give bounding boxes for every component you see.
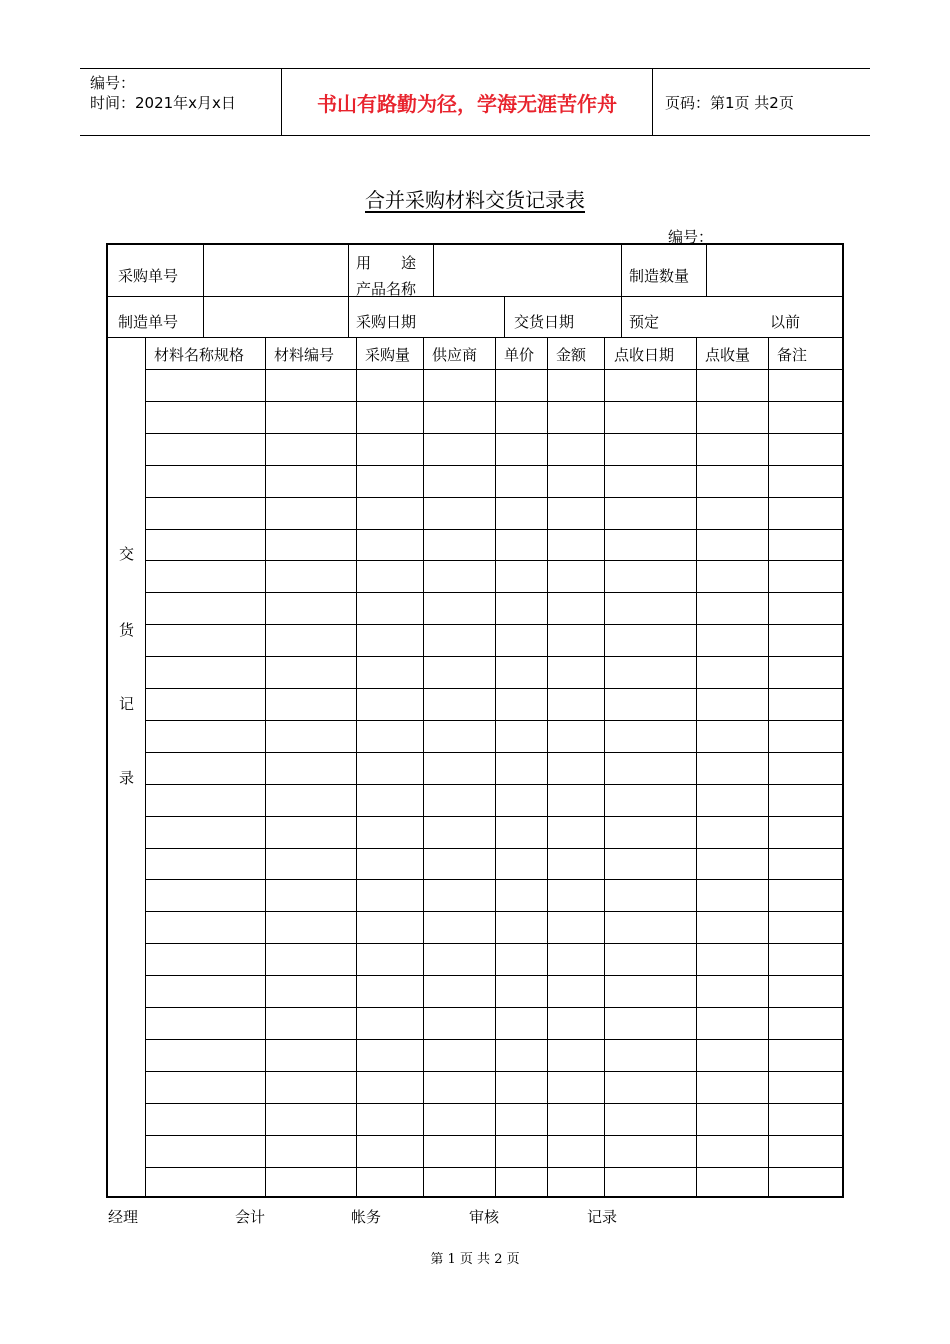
signature-accountant: 会计 bbox=[235, 1208, 266, 1226]
before-label: 以前 bbox=[770, 313, 801, 331]
mfg-no-label: 制造单号 bbox=[118, 313, 179, 331]
row-divider bbox=[145, 1103, 842, 1104]
row-divider bbox=[145, 624, 842, 625]
col-header-check-qty: 点收量 bbox=[705, 346, 751, 364]
row-divider bbox=[145, 401, 842, 402]
row-divider bbox=[145, 752, 842, 753]
purchase-no-label: 采购单号 bbox=[118, 267, 179, 285]
signature-reviewer: 审核 bbox=[469, 1208, 500, 1226]
row-divider bbox=[145, 911, 842, 912]
row-divider bbox=[145, 879, 842, 880]
scheduled-label: 预定 bbox=[629, 313, 660, 331]
col-divider bbox=[433, 245, 434, 296]
row-divider bbox=[145, 784, 842, 785]
form-title: 合并采购材料交货记录表 bbox=[365, 188, 585, 212]
signature-bookkeeping: 帐务 bbox=[351, 1208, 382, 1226]
row-divider bbox=[145, 465, 842, 466]
signature-manager: 经理 bbox=[108, 1208, 139, 1226]
col-header-material-spec: 材料名称规格 bbox=[154, 346, 245, 364]
col-divider bbox=[203, 245, 204, 296]
col-header-check-date: 点收日期 bbox=[614, 346, 675, 364]
header-band bbox=[80, 68, 870, 136]
row-divider bbox=[145, 592, 842, 593]
col-divider bbox=[706, 245, 707, 296]
col-header-supplier: 供应商 bbox=[432, 346, 478, 364]
delivery-record-form bbox=[106, 243, 844, 1198]
doc-number-label: 编号： bbox=[668, 228, 714, 246]
col-divider bbox=[621, 245, 622, 337]
row-divider bbox=[145, 497, 842, 498]
side-label-char: 交 bbox=[118, 545, 134, 563]
page-footer: 第 1 页 共 2 页 bbox=[430, 1252, 520, 1267]
usage-label: 用 途 bbox=[356, 254, 417, 272]
row-divider bbox=[145, 943, 842, 944]
row-divider bbox=[145, 688, 842, 689]
row-divider bbox=[145, 560, 842, 561]
col-header-remarks: 备注 bbox=[777, 346, 808, 364]
mfg-quantity-label: 制造数量 bbox=[629, 267, 690, 285]
row-divider bbox=[108, 337, 842, 338]
col-header-amount: 金额 bbox=[556, 346, 587, 364]
row-divider bbox=[145, 656, 842, 657]
motto: 书山有路勤为径，学海无涯苦作舟 bbox=[282, 69, 653, 135]
signature-recorder: 记录 bbox=[587, 1208, 618, 1226]
row-divider bbox=[145, 816, 842, 817]
time-label: 时间：2021年x月x日 bbox=[90, 94, 236, 112]
product-name-label: 产品名称 bbox=[356, 280, 417, 298]
row-divider bbox=[145, 1167, 842, 1168]
row-divider bbox=[145, 529, 842, 530]
purchase-date-label: 采购日期 bbox=[356, 313, 417, 331]
row-divider bbox=[145, 720, 842, 721]
row-divider bbox=[145, 1071, 842, 1072]
col-header-unit-price: 单价 bbox=[504, 346, 535, 364]
side-label-char: 录 bbox=[118, 769, 134, 787]
col-divider bbox=[203, 296, 204, 337]
row-divider bbox=[145, 1039, 842, 1040]
row-divider bbox=[108, 296, 842, 297]
col-divider bbox=[504, 296, 505, 337]
row-divider bbox=[145, 975, 842, 976]
col-header-material-no: 材料编号 bbox=[274, 346, 335, 364]
side-label-char: 记 bbox=[118, 695, 134, 713]
number-label: 编号： bbox=[90, 74, 136, 92]
side-label-char: 货 bbox=[118, 621, 134, 639]
row-divider bbox=[145, 1135, 842, 1136]
page-info: 页码：第1页 共2页 bbox=[665, 93, 794, 112]
row-divider bbox=[145, 369, 842, 370]
col-header-purchase-qty: 采购量 bbox=[365, 346, 411, 364]
row-divider bbox=[145, 433, 842, 434]
col-divider bbox=[348, 245, 349, 337]
delivery-date-label: 交货日期 bbox=[514, 313, 575, 331]
header-left-cell bbox=[80, 69, 282, 135]
row-divider bbox=[145, 1007, 842, 1008]
row-divider bbox=[145, 848, 842, 849]
